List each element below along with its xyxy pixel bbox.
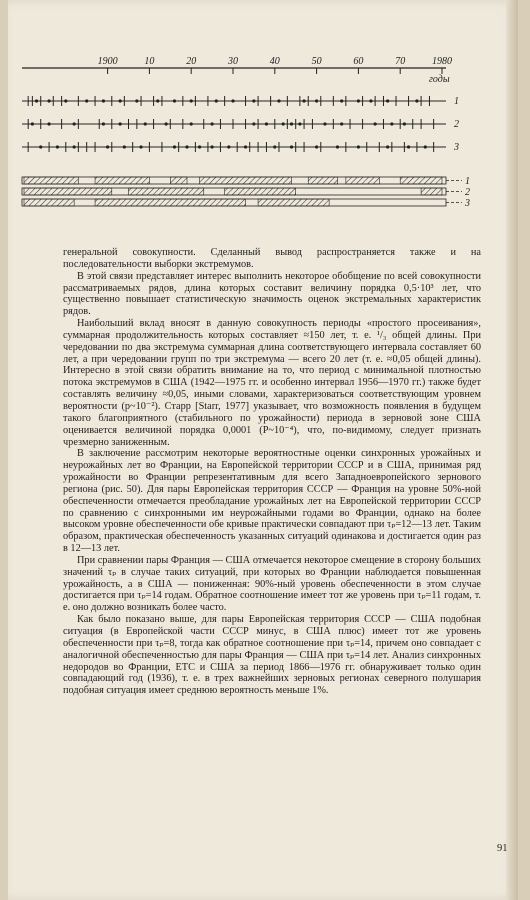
row-label: 3: [454, 142, 459, 153]
event-dot: [39, 145, 42, 148]
axis-tick-label: 40: [269, 56, 280, 67]
axis-tick-label: 60: [353, 56, 364, 67]
body-paragraph: Как было показано выше, для пары Европейская территория СССР — США подобная ситуация (в Европейской части СССР минус, в США плюс) имеет тот же уровень обеспеченности при τₚ=8, тогда как обратное соотношение при τₚ=14, причем оно совпадает с аналогичной обеспеченностью для пары Франция — США при τₚ=14 лет. Анализ синхронных недородов во Франции, ЕТС и США за период 1866—1976 гг. обнаруживает только один совпадающий год (1936), т. е. в трех важнейших зерновых регионах северного полушария подобная ситуация имеет среднюю вероятность меньше 1%.: [63, 614, 481, 697]
event-dot: [215, 99, 218, 102]
axis-unit-label: годы: [429, 74, 450, 85]
event-dot: [56, 145, 59, 148]
axis-tick-label: 70: [395, 56, 406, 67]
period-band-segment: [24, 188, 112, 195]
event-dot: [35, 99, 38, 102]
event-dot: [211, 145, 214, 148]
event-dot: [135, 99, 138, 102]
band-label: 1: [465, 176, 470, 187]
event-dot: [73, 145, 76, 148]
book-page: [8, 0, 518, 900]
event-dot: [173, 145, 176, 148]
event-dot: [298, 122, 301, 125]
body-text: [63, 247, 481, 697]
band-label: 2: [465, 187, 470, 198]
event-dot: [315, 99, 318, 102]
event-dot: [119, 122, 122, 125]
event-dot: [290, 122, 293, 125]
page-number: 91: [497, 843, 508, 854]
body-paragraph: В этой связи представляет интерес выполнить некоторое обобщение по всей совокупности рассматриваемых рядов, длина которых составит величину порядка 0,5·10³ лет, что существенно повышает статистическую значимость оценок экстремальных характеристик рядов.: [63, 270, 481, 318]
event-dot: [374, 122, 377, 125]
event-dot: [64, 99, 67, 102]
event-dot: [323, 122, 326, 125]
event-dot: [415, 99, 418, 102]
band-label: 3: [465, 198, 470, 209]
event-dot: [139, 145, 142, 148]
period-band-segment: [400, 177, 442, 184]
period-band-segment: [225, 188, 296, 195]
event-dot: [227, 145, 230, 148]
axis-tick-label: 20: [186, 56, 197, 67]
body-paragraph: Наибольший вклад вносят в данную совокупность периоды «простого просеивания», суммарная продолжительность которых составляет ≈150 лет, т. е. ¹/₃ общей длины. При чередовании по два экстремума суммарная длина соответствующего интервала составляет 60 лет, а при чередовании групп по три экстремума — всего 20 лет (т. е. ≈0,05 общей длины). Интересно в этой связи обратить внимание на то, что период с минимальной плотностью потока экстремумов в США (1942—1975 гг. и особенно интервал 1956—1970 гг.) также будет составлять величину ≈0,05, иными словами, характеризоваться соответствующим уровнем вероятности (p~10⁻²). Старр [Starr, 1977] указывает, что возможность появления в будущем такого благоприятного (стабильного по урожайности) периода в зерновой зоне США оценивается величиной порядка 0,0001 (P~10⁻⁴), что, по-видимому, следует признать чрезмерно заниженным.: [63, 318, 481, 448]
body-paragraph: генеральной совокупности. Сделанный вывод распространяется также и на последовательности выборки экстремумов.: [63, 247, 481, 270]
period-band-segment: [129, 188, 204, 195]
event-dot: [156, 99, 159, 102]
event-dot: [386, 99, 389, 102]
axis-tick-label: 1900: [97, 56, 118, 67]
period-band-segment: [258, 199, 329, 206]
axis-tick-label: 30: [228, 56, 238, 67]
event-dot: [340, 122, 343, 125]
period-band-segment: [346, 177, 379, 184]
period-band-segment: [24, 177, 78, 184]
axis-tick-label: 10: [144, 56, 155, 67]
event-dot: [47, 122, 50, 125]
year-axis: [22, 56, 452, 85]
event-dot: [386, 145, 389, 148]
event-dot: [119, 99, 122, 102]
event-dot: [47, 99, 50, 102]
event-dot: [340, 99, 343, 102]
period-band-segment: [95, 177, 149, 184]
timeline-figure: [8, 0, 518, 230]
event-dot: [390, 122, 393, 125]
event-dot: [190, 99, 193, 102]
event-dot: [407, 145, 410, 148]
event-dot: [315, 145, 318, 148]
event-dot: [369, 99, 372, 102]
axis-tick-label: 1980: [432, 56, 452, 67]
extreme-event-rows: [22, 96, 459, 153]
event-dot: [357, 99, 360, 102]
event-dot: [190, 122, 193, 125]
event-dot: [102, 99, 105, 102]
event-dot: [73, 122, 76, 125]
event-dot: [282, 122, 285, 125]
event-dot: [123, 145, 126, 148]
period-band-segment: [95, 199, 245, 206]
event-dot: [106, 145, 109, 148]
period-band-segment: [170, 177, 187, 184]
body-paragraph: В заключение рассмотрим некоторые вероятностные оценки синхронных урожайных и неурожайных лет во Франции, на Европейской территории СССР и в США, принимая ряд урожайности во Франции репрезентативным для всего Западноевропейского зернового региона (рис. 50). Для пары Европейская территория СССР — Франция на уровне 50%-ной обеспеченности отмечается преобладание урожайных лет на Европейской территории СССР по сравнению с синхронными им неурожайными годами во Франции, однако на более высоком уровне обеспеченности обе кривые практически совпадают при τₚ=12—13 лет. Таким образом, практическая обеспеченность указанных ситуаций одинакова и достигается один раз в 12—13 лет.: [63, 448, 481, 555]
event-dot: [336, 145, 339, 148]
event-dot: [244, 145, 247, 148]
event-dot: [273, 145, 276, 148]
event-dot: [198, 145, 201, 148]
event-dot: [173, 99, 176, 102]
event-dot: [85, 99, 88, 102]
event-dot: [165, 122, 168, 125]
period-bands: [22, 176, 470, 209]
event-dot: [265, 122, 268, 125]
period-band-segment: [308, 177, 337, 184]
event-dot: [252, 122, 255, 125]
axis-tick-label: 50: [311, 56, 322, 67]
row-label: 1: [454, 96, 459, 107]
period-band-segment: [421, 188, 442, 195]
event-dot: [277, 99, 280, 102]
event-dot: [144, 122, 147, 125]
event-dot: [403, 122, 406, 125]
body-paragraph: При сравнении пары Франция — США отмечается некоторое смещение в сторону больших значений τₚ в случае таких ситуаций, при которых во Франции наблюдается повышенная урожайность, а в США — пониженная: 90%-ный уровень обеспеченности в этом случае достигается при τₚ=14 годам. Обратное соотношение имеет тот же уровень при τₚ=11 годам, т. е. оно должно возникать более часто.: [63, 554, 481, 614]
row-label: 2: [454, 119, 459, 130]
period-band-segment: [24, 199, 74, 206]
event-dot: [302, 99, 305, 102]
event-dot: [290, 145, 293, 148]
event-dot: [185, 145, 188, 148]
event-dot: [231, 99, 234, 102]
event-dot: [424, 145, 427, 148]
event-dot: [211, 122, 214, 125]
period-band-segment: [200, 177, 292, 184]
event-dot: [357, 145, 360, 148]
event-dot: [102, 122, 105, 125]
event-dot: [252, 99, 255, 102]
event-dot: [31, 122, 34, 125]
